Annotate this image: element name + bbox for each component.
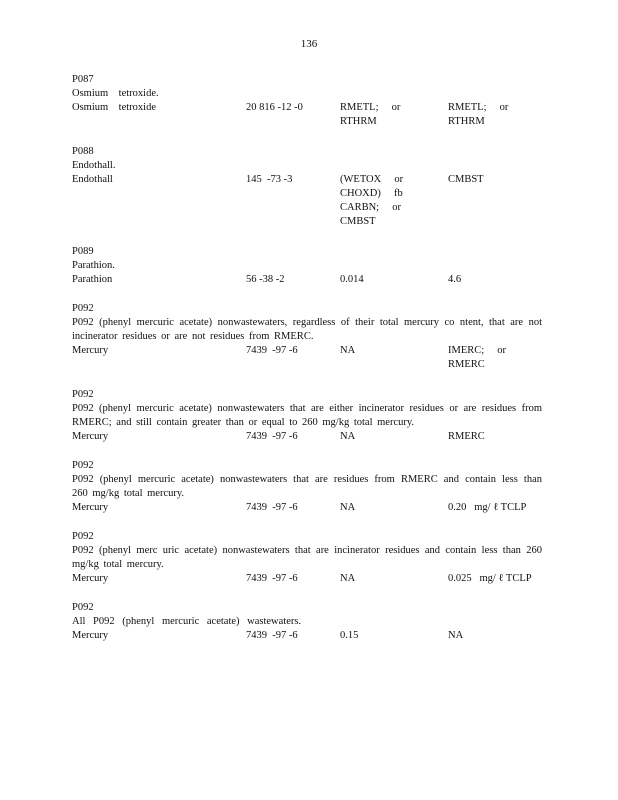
wastewater-standard: RMERC bbox=[448, 431, 485, 442]
waste-code: P092 bbox=[72, 303, 94, 314]
constituent-row bbox=[72, 572, 542, 586]
constituent-row bbox=[72, 430, 542, 444]
constituent-name: Mercury bbox=[72, 573, 109, 584]
wastewater-standard: RMETL; or RTHRM bbox=[448, 102, 509, 127]
waste-code: P092 bbox=[72, 531, 94, 542]
constituent-row bbox=[72, 173, 542, 227]
waste-code: P087 bbox=[72, 74, 94, 85]
waste-description: P092 (phenyl mercuric acetate) nonwastewaters that are either incinerator residues or are residues from RMERC; and still contain greater than or equal to 260 mg/kg total mercury. bbox=[72, 403, 542, 428]
nonwastewater-standard: NA bbox=[340, 502, 356, 513]
waste-description: All P092 (phenyl mercuric acetate) wastewaters. bbox=[72, 616, 302, 627]
waste-entry-p092 bbox=[72, 601, 542, 643]
wastewater-standard: CMBST bbox=[448, 174, 484, 185]
waste-code: P088 bbox=[72, 146, 94, 157]
cas-number: 7439 -97 -6 bbox=[246, 630, 298, 641]
constituent-name: Osmium tetroxide bbox=[72, 102, 156, 113]
cas-number: 7439 -97 -6 bbox=[246, 431, 298, 442]
waste-entry-p087 bbox=[72, 73, 542, 127]
waste-code: P092 bbox=[72, 460, 94, 471]
cas-number: 7439 -97 -6 bbox=[246, 502, 298, 513]
wastewater-standard: 0.20 mg/ ℓ TCLP bbox=[448, 502, 527, 513]
cas-number: 7439 -97 -6 bbox=[246, 345, 298, 356]
nonwastewater-standard: NA bbox=[340, 573, 356, 584]
constituent-row bbox=[72, 101, 542, 127]
waste-entry-p092 bbox=[72, 302, 542, 370]
constituent-name: Endothall bbox=[72, 174, 113, 185]
waste-description: P092 (phenyl mercuric acetate) nonwastewaters that are residues from RMERC and contain less than 260 mg/kg total mercury. bbox=[72, 474, 542, 499]
wastewater-standard: IMERC; or RMERC bbox=[448, 345, 507, 370]
page-number: 136 bbox=[300, 38, 318, 50]
waste-entry-p092 bbox=[72, 530, 542, 586]
waste-entry-p092 bbox=[72, 388, 542, 444]
nonwastewater-standard: 0.014 bbox=[340, 274, 364, 285]
constituent-name: Mercury bbox=[72, 345, 109, 356]
cas-number: 20 816 -12 -0 bbox=[246, 102, 303, 113]
waste-description: Parathion. bbox=[72, 260, 115, 271]
nonwastewater-standard: NA bbox=[340, 431, 356, 442]
cas-number: 145 -73 -3 bbox=[246, 174, 293, 185]
constituent-name: Mercury bbox=[72, 431, 109, 442]
cas-number: 7439 -97 -6 bbox=[246, 573, 298, 584]
nonwastewater-standard: NA bbox=[340, 345, 356, 356]
constituent-row bbox=[72, 629, 542, 643]
constituent-name: Mercury bbox=[72, 630, 109, 641]
waste-entry-p088 bbox=[72, 145, 542, 227]
waste-code: P092 bbox=[72, 602, 94, 613]
waste-description: P092 (phenyl merc uric acetate) nonwastewaters that are incinerator residues and contain less than 260 mg/kg total mercury. bbox=[72, 545, 542, 570]
nonwastewater-standard: RMETL; or RTHRM bbox=[340, 102, 401, 127]
constituent-name: Mercury bbox=[72, 502, 109, 513]
nonwastewater-standard: (WETOX or CHOXD) fb CARBN; or CMBST bbox=[340, 174, 404, 227]
wastewater-standard: 0.025 mg/ ℓ TCLP bbox=[448, 573, 532, 584]
cas-number: 56 -38 -2 bbox=[246, 274, 285, 285]
waste-code: P089 bbox=[72, 246, 94, 257]
wastewater-standard: 4.6 bbox=[448, 274, 462, 285]
waste-entry-p092 bbox=[72, 459, 542, 515]
waste-code: P092 bbox=[72, 389, 94, 400]
waste-entry-p089 bbox=[72, 245, 542, 287]
waste-description: P092 (phenyl mercuric acetate) nonwastewaters, regardless of their total mercury co ntent, that are not incinerator residues or are not residues from RMERC. bbox=[72, 317, 542, 342]
waste-description: Osmium tetroxide. bbox=[72, 88, 159, 99]
constituent-row bbox=[72, 344, 542, 370]
constituent-row bbox=[72, 273, 542, 287]
wastewater-standard: NA bbox=[448, 630, 464, 641]
nonwastewater-standard: 0.15 bbox=[340, 630, 359, 641]
constituent-row bbox=[72, 501, 542, 515]
waste-description: Endothall. bbox=[72, 160, 116, 171]
constituent-name: Parathion bbox=[72, 274, 113, 285]
